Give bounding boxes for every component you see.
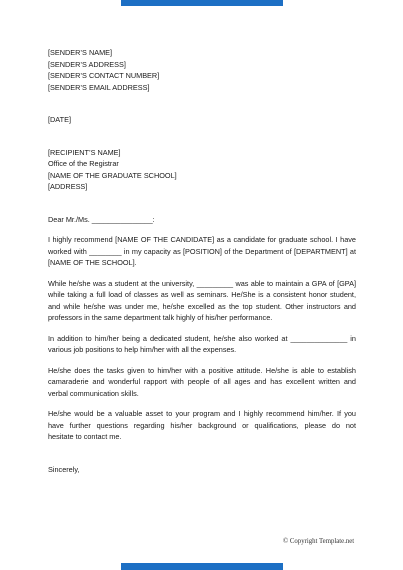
sender-email: [SENDER’S EMAIL ADDRESS] (48, 82, 150, 92)
paragraph-4 (48, 365, 356, 400)
spacer (48, 455, 356, 464)
spacer (48, 138, 356, 147)
sender-block (48, 47, 356, 93)
copyright-footer: © Copyright Template.net (283, 538, 355, 545)
sender-contact: [SENDER’S CONTACT NUMBER] (48, 71, 160, 80)
sender-address: [SENDER’S ADDRESS] (48, 59, 126, 69)
spacer (48, 225, 356, 234)
spacer (48, 193, 356, 205)
letter-body (48, 47, 356, 475)
paragraph-line: various job positions to help him/her with all the expenses. (48, 345, 237, 354)
spacer (48, 324, 356, 333)
paragraph-3 (48, 333, 356, 356)
paragraph-line: worked with ________ in my capacity as [POSITION] of the Department of [DEPARTMENT] at (48, 246, 356, 256)
recipient-block (48, 147, 356, 193)
recipient-name: [RECIPIENT’S NAME] (48, 147, 121, 157)
paragraph-5 (48, 408, 356, 443)
salutation: Dear Mr./Ms. _______________: (48, 214, 155, 224)
paragraph-line: In addition to him/her being a dedicated student, he/she also worked at ______________ in (48, 333, 356, 343)
spacer (48, 93, 356, 105)
paragraph-line: He/she does the tasks given to him/her with a positive attitude. He/she is able to establish (48, 365, 356, 375)
sender-name: [SENDER’S NAME] (48, 48, 113, 57)
paragraph-line: [NAME OF THE SCHOOL]. (48, 258, 137, 267)
paragraph-line: He/she would be a valuable asset to your program and I highly recommend him/her. If you (48, 409, 356, 418)
spacer (48, 126, 356, 138)
spacer (48, 443, 356, 455)
recipient-school: [NAME OF THE GRADUATE SCHOOL] (48, 170, 177, 180)
paragraph-line: while taking a full load of classes as well as seminars. He/She is a consistent honor student, (48, 290, 356, 299)
paragraph-line: While he/she was a student at the university, _________ was able to maintain a GPA of [GPA] (48, 278, 356, 288)
spacer (48, 356, 356, 365)
spacer (48, 105, 356, 114)
paragraph-line: camaraderie and wonderful rapport with people of all ages and has excellent written and (48, 377, 356, 386)
paragraph-line: verbal communication skills. (48, 388, 139, 398)
top-accent-bar (121, 0, 283, 6)
paragraph-1 (48, 234, 356, 269)
bottom-accent-bar (121, 563, 283, 570)
paragraph-line: have further questions regarding his/her background or qualifications, please do not (48, 420, 356, 430)
paragraph-line: and while he/she was under me, he/she excelled as the top student. Other instructors and (48, 301, 356, 311)
paragraph-2 (48, 278, 356, 324)
spacer (48, 205, 356, 214)
letter-date: [DATE] (48, 115, 71, 124)
paragraph-line: hesitate to contact me. (48, 432, 122, 441)
spacer (48, 269, 356, 278)
paragraph-line: I highly recommend [NAME OF THE CANDIDATE] as a candidate for graduate school. I have (48, 235, 356, 244)
paragraph-line: professors in the same department talk highly of his/her performance. (48, 313, 273, 322)
spacer (48, 399, 356, 408)
recipient-office: Office of the Registrar (48, 159, 119, 168)
closing: Sincerely, (48, 464, 80, 474)
recipient-address: [ADDRESS] (48, 182, 88, 191)
